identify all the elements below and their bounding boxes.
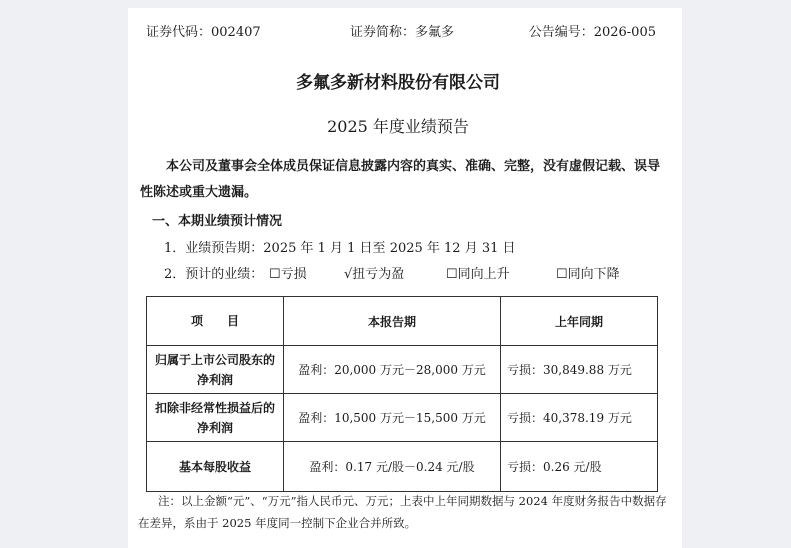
row-item-line1: 归属于上市公司股东的	[154, 352, 275, 367]
col-header-current: 本报告期	[284, 297, 501, 346]
row-item	[147, 346, 284, 394]
option-loss: ☐亏损	[269, 267, 307, 282]
table-row	[147, 394, 658, 442]
table-note	[138, 490, 668, 534]
announcement-number: 公告编号：2026-005	[528, 25, 656, 40]
board-statement-text: 本公司及董事会全体成员保证信息披露内容的真实、准确、完整，没有虚假记载、误导性陈述或重大遗漏。	[140, 159, 661, 200]
row-item-line2: 净利润	[196, 372, 233, 387]
option-decrease: ☐同向下降	[556, 267, 620, 282]
stock-code: 证券代码：002407	[146, 25, 261, 40]
forecast-table	[146, 296, 658, 492]
row-item	[147, 394, 284, 442]
stock-abbreviation: 证券简称：多氟多	[350, 25, 455, 40]
row-current: 盈利：0.17 元/股－0.24 元/股	[284, 442, 501, 492]
option-increase: ☐同向上升	[446, 267, 510, 282]
row-prior: 亏损：30,849.88 万元	[501, 346, 658, 394]
table-header-row	[147, 297, 658, 346]
col-header-prior: 上年同期	[501, 297, 658, 346]
forecast-period: 1．业绩预告期：2025 年 1 月 1 日至 2025 年 12 月 31 日	[164, 241, 516, 256]
document-title: 2025 年度业绩预告	[327, 117, 469, 136]
company-name: 多氟多新材料股份有限公司	[296, 73, 500, 93]
table-row	[147, 442, 658, 492]
row-prior: 亏损：0.26 元/股	[501, 442, 658, 492]
document-page	[128, 8, 682, 548]
table-note-text: 注：以上金额“元”、“万元”指人民币元、万元；上表中上年同期数据与 2024 年度财务报告中数据存在差异，系由于 2025 年度同一控制下企业合并所致。	[138, 494, 667, 530]
forecast-label: 2．预计的业绩：	[164, 267, 264, 282]
row-item-line2: 净利润	[196, 420, 233, 435]
row-item	[147, 442, 284, 492]
table-row	[147, 346, 658, 394]
option-turnaround: √扭亏为盈	[344, 267, 405, 282]
row-current: 盈利：20,000 万元－28,000 万元	[284, 346, 501, 394]
row-item-line1: 扣除非经常性损益后的	[154, 400, 275, 415]
board-statement	[140, 154, 666, 206]
col-header-item: 项 目	[147, 297, 284, 346]
section-heading: 一、本期业绩预计情况	[152, 214, 283, 229]
row-current: 盈利：10,500 万元－15,500 万元	[284, 394, 501, 442]
row-item-line1: 基本每股收益	[178, 459, 251, 474]
row-prior: 亏损：40,378.19 万元	[501, 394, 658, 442]
